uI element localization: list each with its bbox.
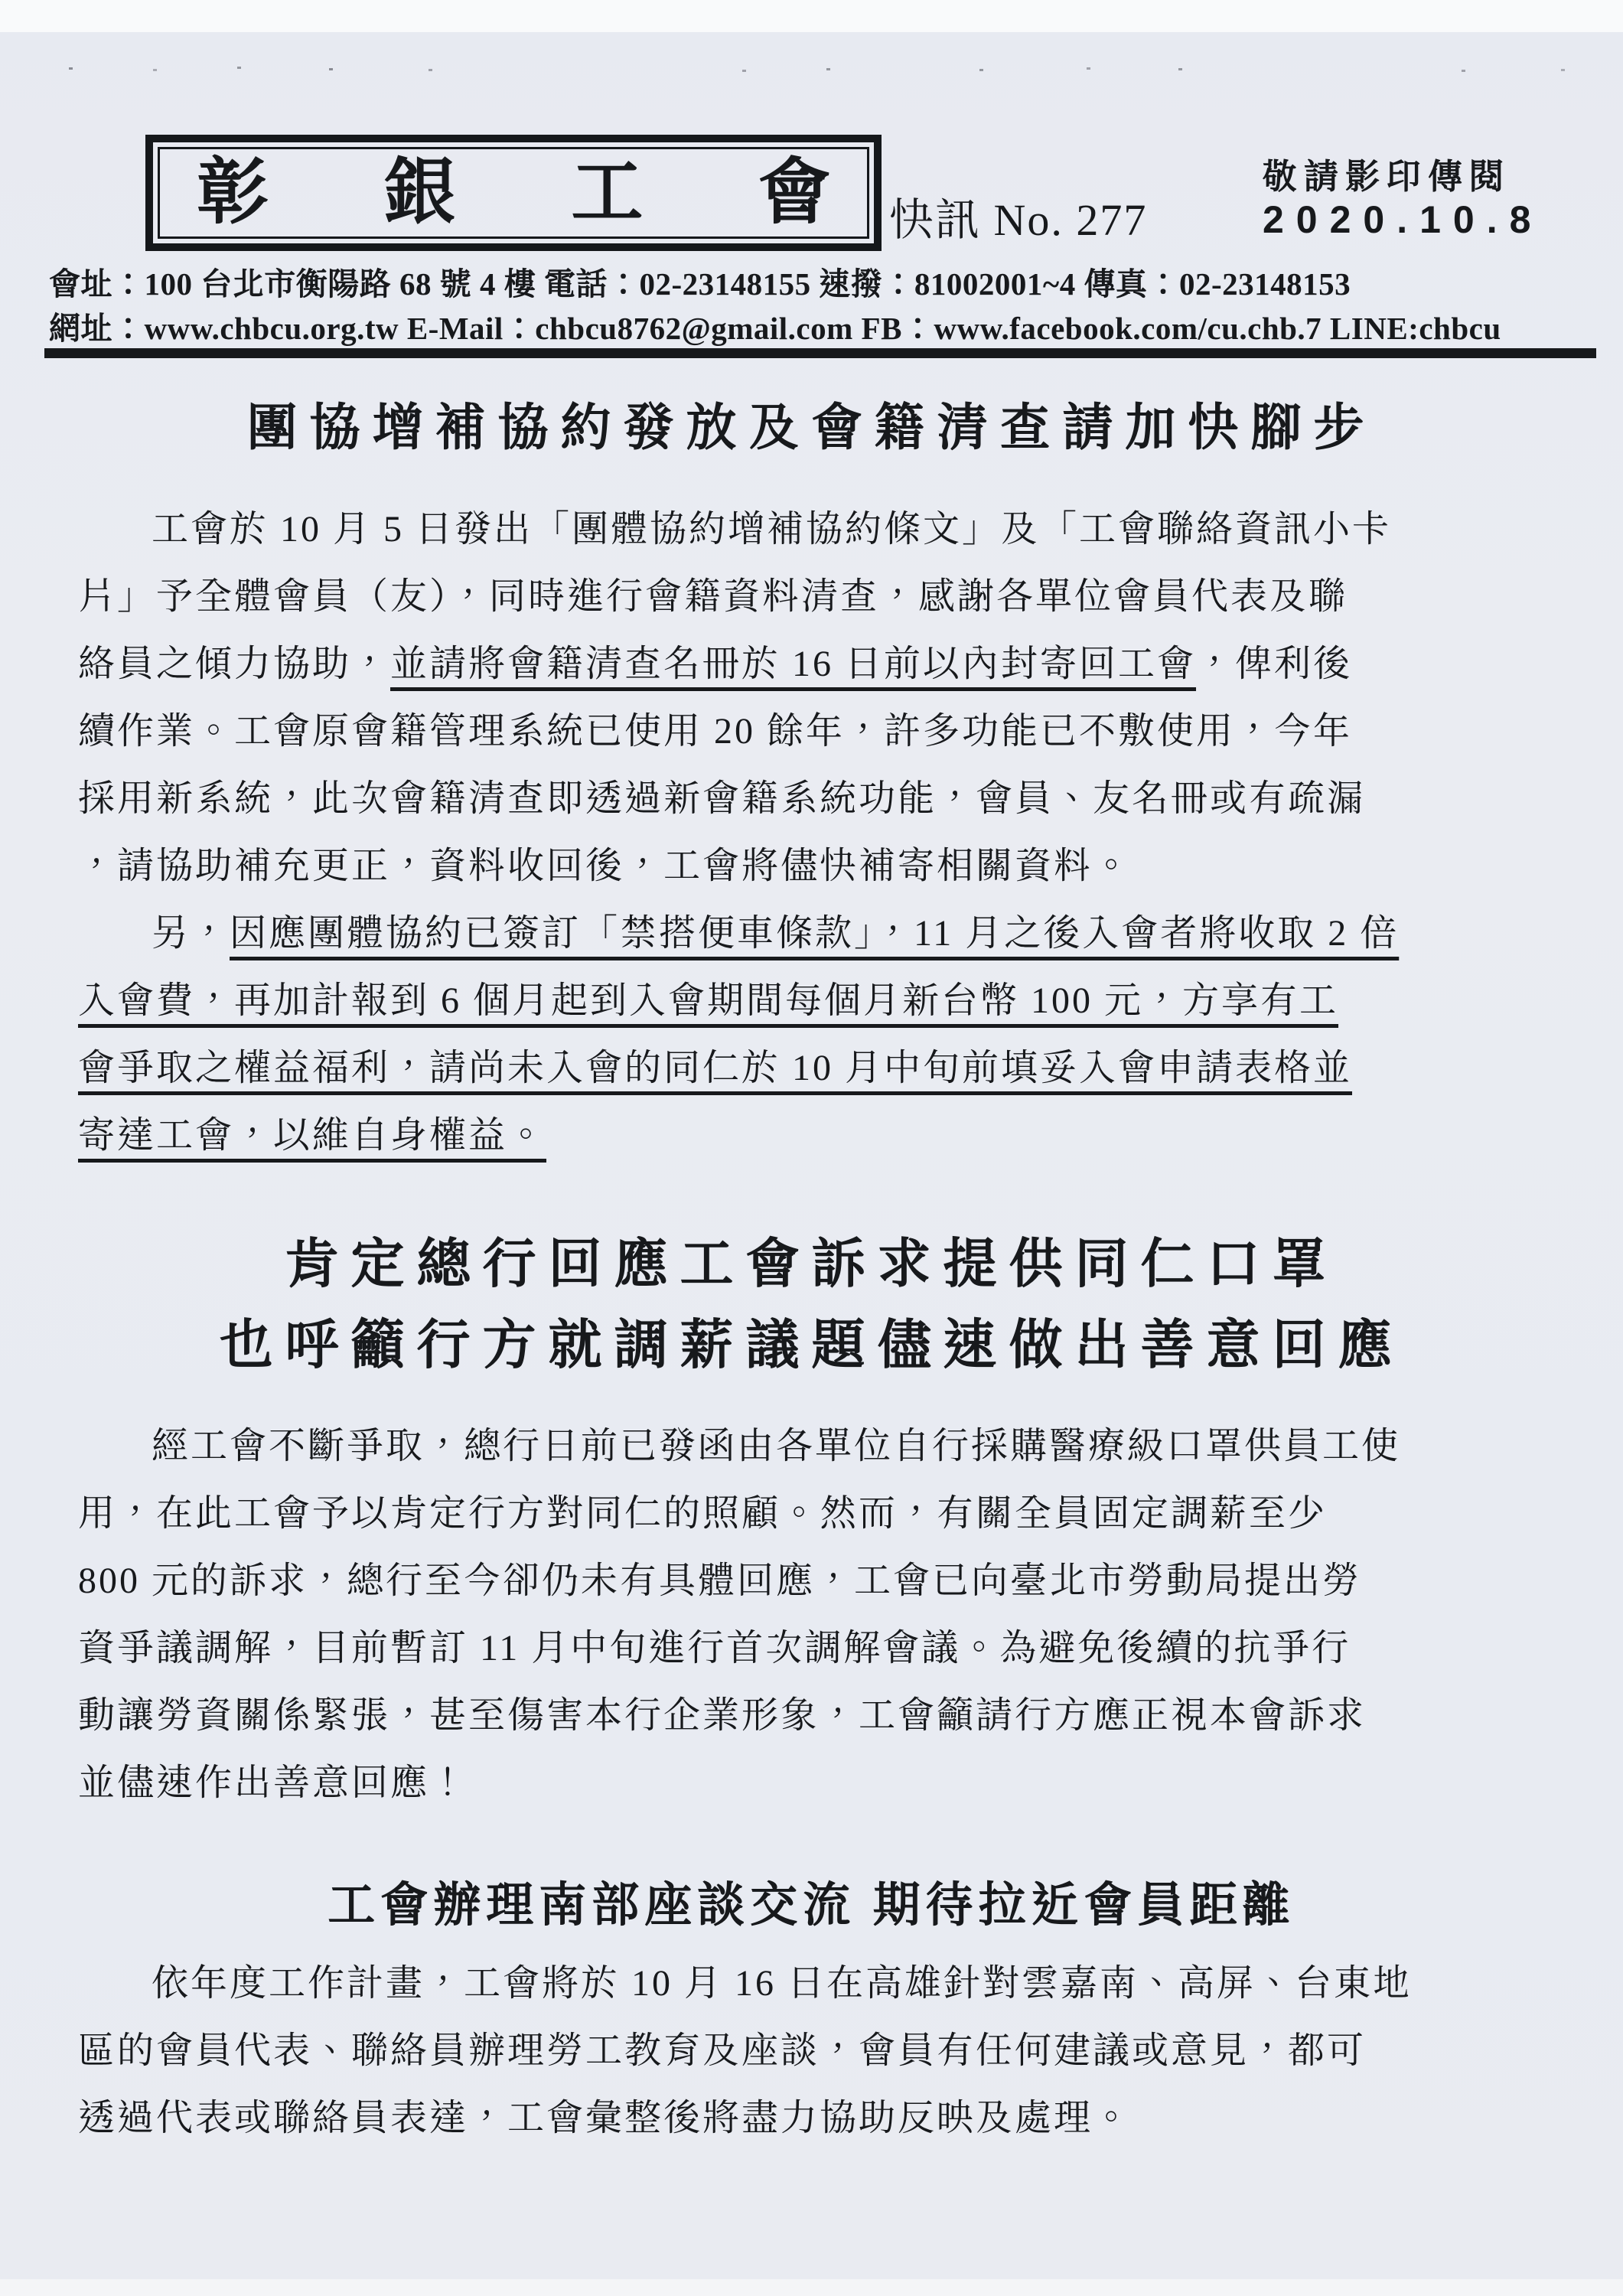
body-line [78,1950,1545,2017]
body-line [78,1682,1545,1750]
scan-speck-artifacts [69,67,73,70]
newsletter-body [78,386,1545,2152]
paper-top-edge [0,0,1623,32]
line-text-underlined: 寄達工會，以維自身權益。 [78,1115,547,1156]
body-line [78,900,1545,967]
line-text: 另， [152,913,230,954]
line-text: 800 元的訴求，總行至今卻仍未有具體回應，工會已向臺北市勞動局提出勞 [78,1561,1362,1601]
body-line [78,833,1545,900]
line-text: 工會於 10 月 5 日發出「團體協約增補協約條文」及「工會聯絡資訊小卡 [152,509,1392,550]
body-line [78,563,1545,631]
line-text: 經工會不斷爭取，總行日前已發函由各單位自行採購醫療級口罩供員工使 [152,1426,1401,1466]
body-line [78,2085,1545,2152]
paper-bottom-edge [0,2279,1623,2296]
union-name-box [145,135,882,251]
article2-title [78,1225,1545,1387]
line-text: 依年度工作計畫，工會將於 10 月 16 日在高雄針對雲嘉南、高屏、台東地 [152,1963,1413,2004]
issue-date: 2020.10.8 [1263,198,1543,241]
line-text: 並儘速作出善意回應！ [78,1763,469,1803]
article2-title-line1: 肯定總行回應工會訴求提供同仁口罩 [285,1235,1338,1294]
line-text-underlined: 會爭取之權益福利，請尚未入會的同仁於 10 月中旬前填妥入會申請表格並 [78,1048,1353,1088]
article2-paragraph1 [78,1413,1545,1817]
article3-title: 工會辦理南部座談交流 期待拉近會員距離 [328,1880,1295,1932]
article2-title-line2: 也呼籲行方就調薪議題儘速做出善意回應 [219,1316,1404,1375]
line-text: 採用新系統，此次會籍清查即透過新會籍系統功能，會員、友名冊或有疏漏 [78,778,1367,819]
line-text: ，請協助補充更正，資料收回後，工會將儘快補寄相關資料。 [78,846,1133,886]
masthead-divider-rule [44,348,1596,358]
bulletin-number: 快訊 No. 277 [889,195,1148,245]
body-line [78,1548,1545,1615]
line-text: 片」予全體會員（友），同時進行會籍資料清查，感謝各單位會員代表及聯 [78,576,1348,617]
article1-title: 團協增補協約發放及會籍清查請加快腳步 [246,400,1377,456]
body-line [78,1102,1545,1169]
union-name-box-inner [158,147,869,239]
body-line [78,765,1545,833]
line-text-underlined: 因應團體協約已簽訂「禁搭便車條款」，11 月之後入會者將收取 2 倍 [230,913,1400,954]
line-text: 區的會員代表、聯絡員辦理勞工教育及座談，會員有任何建議或意見，都可 [78,2030,1367,2071]
article1-paragraph1 [78,496,1545,900]
union-name-char: 彰 [197,153,269,233]
line-text-underlined: 入會費，再加計報到 6 個月起到入會期間每個月新台幣 100 元，方享有工 [78,980,1339,1021]
body-line [78,2017,1545,2085]
line-text: 用，在此工會予以肯定行方對同仁的照顧。然而，有關全員固定調薪至少 [78,1493,1328,1534]
contact-web-email: 網址：www.chbcu.org.tw E-Mail：chbcu8762@gmail.com FB：www.facebook.com/cu.chb.7 LINE:chbcu [49,311,1501,346]
line-text: ，俾利後 [1196,644,1353,684]
body-line [78,1413,1545,1480]
union-name-char: 會 [758,153,830,233]
union-name-char: 工 [571,153,644,233]
body-line [78,1615,1545,1682]
line-text: 動讓勞資關係緊張，甚至傷害本行企業形象，工會籲請行方應正視本會訴求 [78,1695,1367,1736]
body-line [78,1750,1545,1817]
union-name-char: 銀 [383,153,456,233]
body-line [78,631,1545,698]
body-line [78,1035,1545,1102]
line-text: 透過代表或聯絡員表達，工會彙整後將盡力協助反映及處理。 [78,2098,1133,2138]
body-line [78,496,1545,563]
line-text: 續作業。工會原會籍管理系統已使用 20 餘年，許多功能已不敷使用，今年 [78,711,1353,752]
contact-address-phone: 會址：100 台北市衡陽路 68 號 4 樓 電話：02-23148155 速撥：81002001~4 傳真：02-23148153 [49,266,1351,302]
line-text-underlined: 並請將會籍清查名冊於 16 日前以內封寄回工會 [390,644,1197,684]
line-text: 資爭議調解，目前暫訂 11 月中旬進行首次調解會議。為避免後續的抗爭行 [78,1628,1351,1668]
article1-paragraph2 [78,900,1545,1169]
body-line [78,698,1545,765]
body-line [78,1480,1545,1548]
line-text: 絡員之傾力協助， [78,644,391,684]
body-line [78,967,1545,1035]
article3-paragraph1 [78,1950,1545,2152]
circulate-note: 敬請影印傳閱 [1263,157,1511,196]
